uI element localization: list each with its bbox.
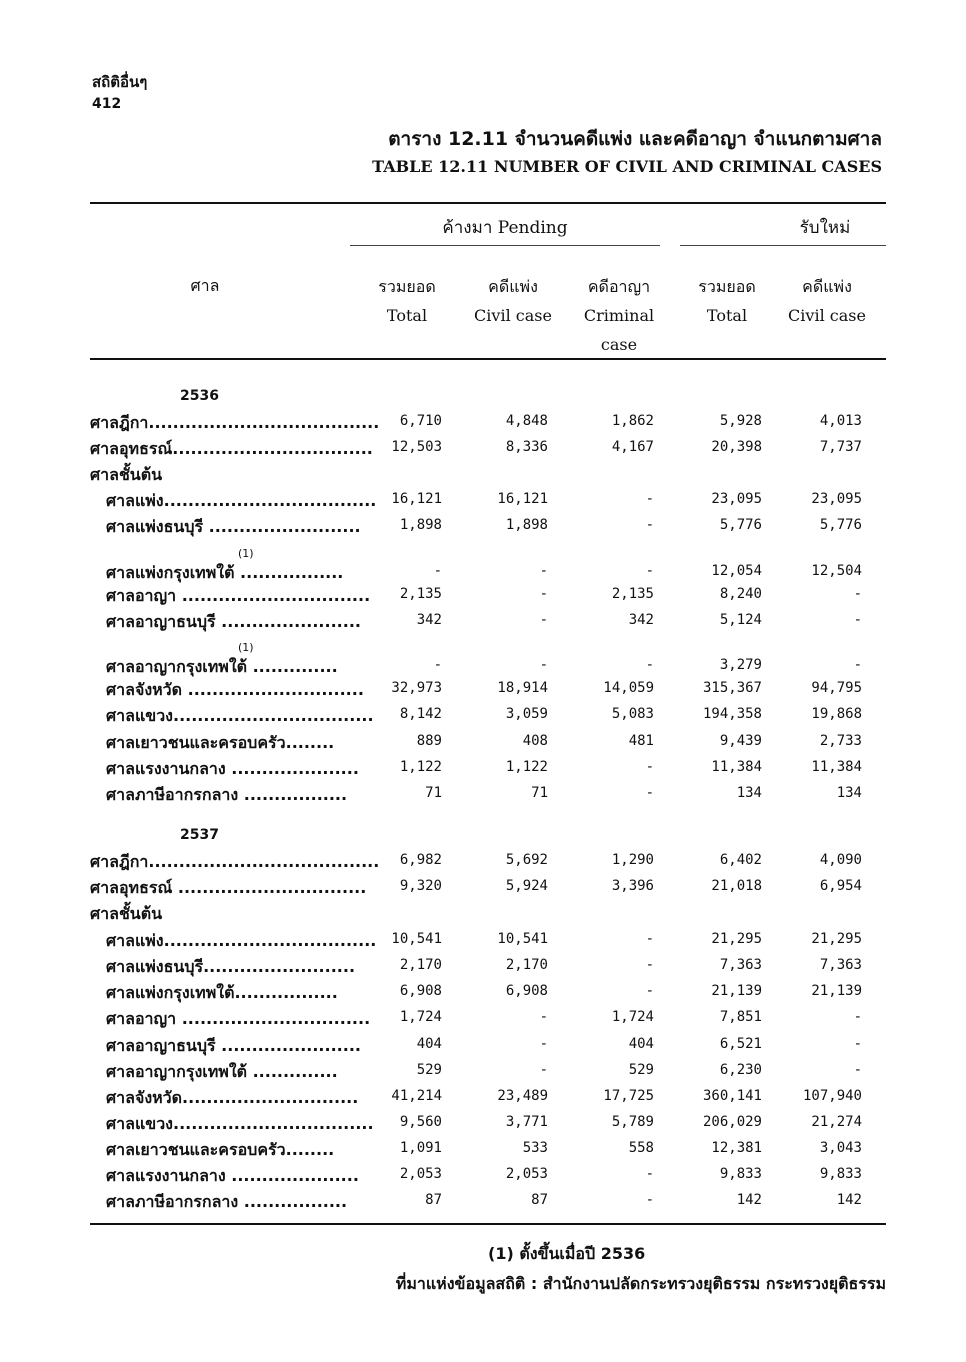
- column-header-pending-civil: [458, 272, 568, 330]
- table-cell: 23,095: [711, 491, 762, 507]
- court-name: ศาลแขวง.................................: [106, 1114, 374, 1133]
- table-cell: 5,692: [505, 852, 548, 868]
- table-cell: 71: [531, 785, 548, 801]
- court-name: ศาลอาญากรุงเทพใต้ ..............: [106, 1062, 338, 1081]
- table-cell: 342: [628, 612, 654, 628]
- court-name: ศาลแพ่งธนบุรี.........................: [106, 957, 356, 976]
- footnote-marker: (1): [238, 547, 254, 560]
- table-cell: -: [853, 1009, 862, 1025]
- table-row: [0, 1138, 966, 1162]
- table-row: [0, 1190, 966, 1214]
- table-cell: 11,384: [711, 759, 762, 775]
- court-name: ศาลเยาวชนและครอบครัว........: [106, 733, 335, 752]
- table-cell: 8,240: [719, 586, 762, 602]
- table-cell: -: [645, 957, 654, 973]
- table-cell: 2,733: [819, 733, 862, 749]
- table-cell: 1,091: [399, 1140, 442, 1156]
- court-name: ศาลแพ่ง...................................: [106, 491, 377, 510]
- pending-group-underline: [350, 245, 660, 246]
- table-cell: 21,295: [811, 931, 862, 947]
- court-name: ศาลภาษีอากรกลาง .................: [106, 1192, 348, 1211]
- table-cell: 2,170: [505, 957, 548, 973]
- court-name: ศาลอาญาธนบุรี .......................: [106, 612, 361, 631]
- table-cell: -: [853, 1062, 862, 1078]
- column-header-pending-criminal: [564, 272, 674, 359]
- top-rule: [90, 202, 886, 204]
- table-cell: 142: [836, 1192, 862, 1208]
- table-row: [0, 547, 966, 585]
- table-row: [0, 876, 966, 900]
- table-title-english: TABLE 12.11 NUMBER OF CIVIL AND CRIMINAL CASES: [372, 157, 882, 176]
- table-cell: 134: [836, 785, 862, 801]
- table-cell: 1,862: [611, 413, 654, 429]
- court-name: ศาลอาญา ...............................: [106, 586, 371, 605]
- table-row: [0, 902, 966, 926]
- year-heading: 2537: [180, 827, 219, 843]
- table-cell: -: [539, 612, 548, 628]
- table-row: [0, 757, 966, 781]
- table-row: [0, 437, 966, 461]
- table-cell: 71: [425, 785, 442, 801]
- column-header-english: Criminal: [583, 306, 655, 325]
- table-cell: 1,290: [611, 852, 654, 868]
- table-cell: 404: [628, 1036, 654, 1052]
- table-cell: -: [539, 586, 548, 602]
- table-cell: 6,402: [719, 852, 762, 868]
- table-cell: 315,367: [702, 680, 762, 696]
- table-cell: 5,928: [719, 413, 762, 429]
- table-cell: 87: [531, 1192, 548, 1208]
- column-header-thai: คดีอาญา: [587, 277, 651, 296]
- table-cell: 18,914: [497, 680, 548, 696]
- court-name: ศาลเยาวชนและครอบครัว........: [106, 1140, 335, 1159]
- table-cell: -: [645, 657, 654, 673]
- table-cell: 9,833: [719, 1166, 762, 1182]
- table-cell: 7,737: [819, 439, 862, 455]
- table-cell: 4,013: [819, 413, 862, 429]
- court-name: ศาลชั้นต้น: [90, 465, 163, 484]
- table-cell: 4,090: [819, 852, 862, 868]
- table-cell: 889: [416, 733, 442, 749]
- table-row: [0, 610, 966, 634]
- table-cell: 558: [628, 1140, 654, 1156]
- table-cell: 11,384: [811, 759, 862, 775]
- table-cell: 5,124: [719, 612, 762, 628]
- table-row: [0, 1112, 966, 1136]
- column-header-new-civil: [772, 272, 882, 330]
- table-cell: 7,851: [719, 1009, 762, 1025]
- court-name: ศาลแขวง.................................: [106, 706, 374, 725]
- table-row: [0, 731, 966, 755]
- table-cell: 404: [416, 1036, 442, 1052]
- table-cell: -: [853, 1036, 862, 1052]
- column-header-thai: รวมยอด: [378, 277, 436, 296]
- table-cell: 8,336: [505, 439, 548, 455]
- table-cell: -: [645, 1166, 654, 1182]
- column-header-new-total: [672, 272, 782, 330]
- new-cases-group-underline: [680, 245, 886, 246]
- table-cell: 342: [416, 612, 442, 628]
- table-cell: 3,396: [611, 878, 654, 894]
- table-cell: 1,898: [399, 517, 442, 533]
- table-cell: -: [433, 563, 442, 579]
- table-row: [0, 463, 966, 487]
- table-cell: -: [853, 657, 862, 673]
- table-row: [0, 678, 966, 702]
- court-name: ศาลอาญากรุงเทพใต้ ..............: [106, 657, 338, 676]
- table-cell: 134: [736, 785, 762, 801]
- table-cell: -: [645, 931, 654, 947]
- table-cell: -: [539, 1062, 548, 1078]
- table-cell: 12,504: [811, 563, 862, 579]
- court-name: ศาลแพ่งกรุงเทพใต้ .................: [106, 563, 344, 582]
- court-name: ศาลฎีกา......................................: [90, 852, 380, 871]
- new-cases-group-header: รับใหม่: [799, 218, 851, 238]
- column-header-english: Civil case: [474, 306, 552, 325]
- table-cell: 533: [522, 1140, 548, 1156]
- table-cell: 6,521: [719, 1036, 762, 1052]
- court-name: ศาลชั้นต้น: [90, 904, 163, 923]
- table-cell: 10,541: [497, 931, 548, 947]
- column-header-thai: รวมยอด: [698, 277, 756, 296]
- table-cell: 107,940: [802, 1088, 862, 1104]
- court-name: ศาลภาษีอากรกลาง .................: [106, 785, 348, 804]
- page-number: 412: [92, 96, 122, 112]
- table-cell: -: [539, 1036, 548, 1052]
- table-cell: 32,973: [391, 680, 442, 696]
- table-cell: 142: [736, 1192, 762, 1208]
- table-cell: 21,139: [711, 983, 762, 999]
- table-row: [0, 850, 966, 874]
- table-cell: -: [539, 563, 548, 579]
- table-cell: -: [433, 657, 442, 673]
- table-cell: 3,771: [505, 1114, 548, 1130]
- table-cell: 6,982: [399, 852, 442, 868]
- table-cell: -: [539, 1009, 548, 1025]
- table-cell: 14,059: [603, 680, 654, 696]
- court-name: ศาลอุทธรณ์.................................: [90, 439, 373, 458]
- table-row: [0, 1034, 966, 1058]
- footnote-marker: (1): [238, 641, 254, 654]
- footnote: (1) ตั้งขึ้นเมื่อปี 2536: [488, 1244, 646, 1263]
- table-cell: -: [645, 491, 654, 507]
- column-header-english: Total: [706, 306, 748, 325]
- column-header-english: Total: [386, 306, 428, 325]
- table-cell: 12,054: [711, 563, 762, 579]
- table-cell: 19,868: [811, 706, 862, 722]
- table-cell: -: [539, 657, 548, 673]
- table-cell: 94,795: [811, 680, 862, 696]
- table-cell: -: [645, 563, 654, 579]
- table-cell: -: [645, 517, 654, 533]
- column-header-thai: คดีแพ่ง: [802, 277, 852, 296]
- table-cell: -: [853, 586, 862, 602]
- table-cell: 529: [416, 1062, 442, 1078]
- table-cell: 9,833: [819, 1166, 862, 1182]
- table-cell: 2,170: [399, 957, 442, 973]
- table-cell: 7,363: [719, 957, 762, 973]
- court-name: ศาลอาญา ...............................: [106, 1009, 371, 1028]
- court-column-header: ศาล: [190, 276, 220, 295]
- table-cell: 16,121: [391, 491, 442, 507]
- table-row: [0, 704, 966, 728]
- table-row: [0, 1007, 966, 1031]
- table-cell: 194,358: [702, 706, 762, 722]
- table-cell: 10,541: [391, 931, 442, 947]
- column-header-english-line2: case: [600, 335, 638, 354]
- table-title-thai: ตาราง 12.11 จำนวนคดีแพ่ง และคดีอาญา จำแนกตามศาล: [388, 128, 882, 150]
- table-cell: 1,122: [399, 759, 442, 775]
- table-row: [0, 1060, 966, 1084]
- table-cell: 3,043: [819, 1140, 862, 1156]
- court-name: ศาลแรงงานกลาง .....................: [106, 1166, 359, 1185]
- court-name: ศาลอุทธรณ์ ...............................: [90, 878, 367, 897]
- table-cell: -: [645, 983, 654, 999]
- data-source: ที่มาแห่งข้อมูลสถิติ : สำนักงานปลัดกระทรวงยุติธรรม กระทรวงยุติธรรม: [395, 1274, 886, 1293]
- table-cell: 5,776: [719, 517, 762, 533]
- court-name: ศาลแพ่งธนบุรี .........................: [106, 517, 361, 536]
- column-header-english: Civil case: [788, 306, 866, 325]
- year-heading: 2536: [180, 388, 219, 404]
- table-row: [0, 981, 966, 1005]
- table-row: [0, 584, 966, 608]
- table-row: [0, 515, 966, 539]
- court-name: ศาลแรงงานกลาง .....................: [106, 759, 359, 778]
- table-cell: -: [853, 612, 862, 628]
- court-name: ศาลอาญาธนบุรี .......................: [106, 1036, 361, 1055]
- table-cell: 6,908: [505, 983, 548, 999]
- court-name: ศาลจังหวัด.............................: [106, 1088, 359, 1107]
- table-cell: 206,029: [702, 1114, 762, 1130]
- table-cell: 21,018: [711, 878, 762, 894]
- table-cell: 360,141: [702, 1088, 762, 1104]
- table-cell: 5,776: [819, 517, 862, 533]
- table-cell: 2,135: [399, 586, 442, 602]
- table-cell: 8,142: [399, 706, 442, 722]
- table-cell: 6,954: [819, 878, 862, 894]
- table-cell: 21,295: [711, 931, 762, 947]
- table-cell: 20,398: [711, 439, 762, 455]
- column-header-thai: คดีแพ่ง: [488, 277, 538, 296]
- table-cell: 5,083: [611, 706, 654, 722]
- column-header-pending-total: [352, 272, 462, 330]
- table-row: [0, 783, 966, 807]
- table-cell: 21,274: [811, 1114, 862, 1130]
- table-cell: 1,898: [505, 517, 548, 533]
- table-cell: 2,053: [505, 1166, 548, 1182]
- table-cell: -: [645, 759, 654, 775]
- table-cell: 87: [425, 1192, 442, 1208]
- table-cell: -: [645, 1192, 654, 1208]
- court-name: ศาลจังหวัด .............................: [106, 680, 364, 699]
- court-name: ศาลฎีกา......................................: [90, 413, 380, 432]
- table-cell: 12,503: [391, 439, 442, 455]
- table-row: [0, 489, 966, 513]
- table-cell: 3,279: [719, 657, 762, 673]
- table-cell: 9,320: [399, 878, 442, 894]
- table-cell: 21,139: [811, 983, 862, 999]
- table-row: [0, 641, 966, 679]
- table-cell: 2,135: [611, 586, 654, 602]
- table-cell: 3,059: [505, 706, 548, 722]
- bottom-rule: [90, 1223, 886, 1225]
- pending-group-header: ค้างมา Pending: [442, 218, 568, 238]
- table-cell: 23,489: [497, 1088, 548, 1104]
- table-cell: 481: [628, 733, 654, 749]
- table-cell: 6,230: [719, 1062, 762, 1078]
- table-cell: 7,363: [819, 957, 862, 973]
- section-name: สถิติอื่นๆ: [92, 73, 148, 91]
- table-row: [0, 1164, 966, 1188]
- table-cell: 17,725: [603, 1088, 654, 1104]
- table-cell: 1,122: [505, 759, 548, 775]
- court-name: ศาลแพ่งกรุงเทพใต้.................: [106, 983, 338, 1002]
- court-name: ศาลแพ่ง...................................: [106, 931, 377, 950]
- table-cell: 1,724: [399, 1009, 442, 1025]
- table-cell: 1,724: [611, 1009, 654, 1025]
- table-cell: 2,053: [399, 1166, 442, 1182]
- table-cell: 4,167: [611, 439, 654, 455]
- table-cell: -: [645, 785, 654, 801]
- table-cell: 23,095: [811, 491, 862, 507]
- table-row: [0, 1086, 966, 1110]
- table-cell: 5,924: [505, 878, 548, 894]
- table-row: [0, 929, 966, 953]
- table-cell: 6,908: [399, 983, 442, 999]
- table-cell: 41,214: [391, 1088, 442, 1104]
- header-rule: [90, 358, 886, 360]
- table-cell: 5,789: [611, 1114, 654, 1130]
- table-cell: 16,121: [497, 491, 548, 507]
- table-cell: 4,848: [505, 413, 548, 429]
- table-cell: 9,439: [719, 733, 762, 749]
- table-cell: 6,710: [399, 413, 442, 429]
- table-cell: 9,560: [399, 1114, 442, 1130]
- table-row: [0, 411, 966, 435]
- table-cell: 408: [522, 733, 548, 749]
- table-row: [0, 955, 966, 979]
- table-cell: 12,381: [711, 1140, 762, 1156]
- table-cell: 529: [628, 1062, 654, 1078]
